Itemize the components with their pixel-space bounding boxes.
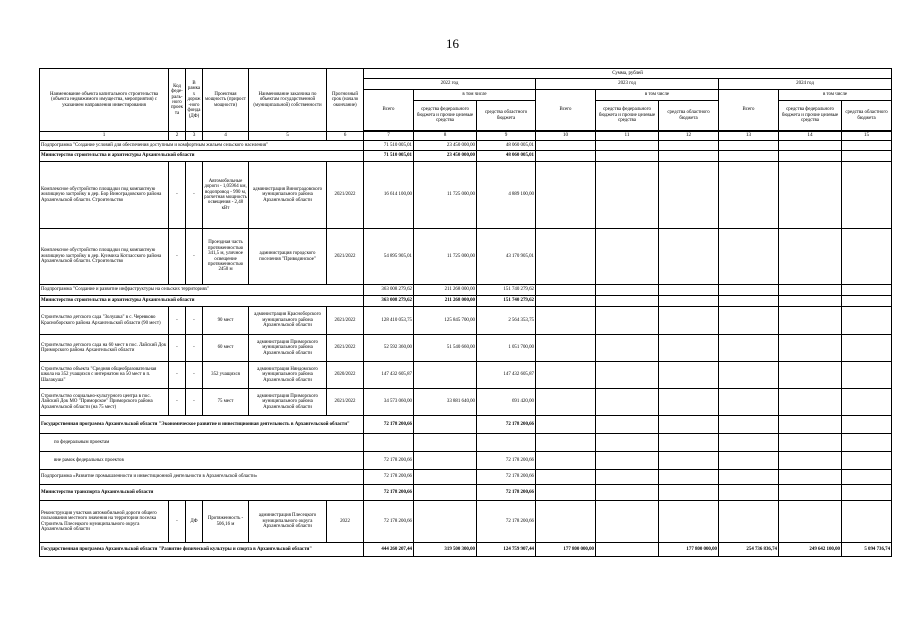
row-name: Строительство социально-культурного центра в пос. Лайский Док МО "Приморское" Приморского района Архангельской области (на 75 мест): [40, 389, 169, 416]
row-period: 2021/2022: [327, 335, 364, 362]
value-2022-federal: 319 500 300,00: [414, 543, 477, 557]
value-2022-regional: 48 060 005,01: [477, 141, 536, 151]
row-capacity: 60 мест: [203, 335, 249, 362]
value-2022-regional: 72 178 200,66: [477, 501, 536, 543]
row-name: Государственная программа Архангельской области "Развитие физической культуры и спорта в Архангельской области": [40, 543, 364, 557]
value-2022-total: 444 260 207,44: [364, 543, 414, 557]
table-row: [40, 151, 892, 162]
col-num-7: 7: [364, 132, 414, 141]
value-2022-total: 72 178 200,66: [364, 416, 414, 434]
value-2022-federal: [414, 434, 477, 452]
row-federal-code: -: [169, 162, 186, 229]
header-period: Прогнозный срок (начало окончание): [327, 69, 364, 132]
col-num-5: 5: [249, 132, 327, 141]
row-period: 2021/2022: [327, 307, 364, 335]
table-row: [40, 389, 892, 416]
row-capacity: Проездная часть протяженностью 341,5 м, уличное освещение протяженностью 2450 м: [203, 229, 249, 285]
header-object-name: Наименование объекта капитального строительства (объекта недвижимого имущества, мероприятия) с указанием направления инвестирования: [40, 69, 169, 132]
value-2022-federal: [414, 470, 477, 485]
value-2022-total: 16 614 100,00: [364, 162, 414, 229]
col-num-3: 3: [186, 132, 203, 141]
col-num-4: 4: [203, 132, 249, 141]
row-capacity: Автомобильные дороги - 1,05964 км, водопровод - 990 м, расчетная мощность освещения - 2,48 кВт: [203, 162, 249, 229]
value-2022-federal: 23 450 000,00: [414, 151, 477, 162]
table-row: [40, 141, 892, 151]
table-row: [40, 362, 892, 389]
value-2022-total: [364, 434, 414, 452]
value-2023-federal: [596, 543, 659, 557]
row-name: Министерство транспорта Архангельской области: [40, 485, 364, 501]
table-row: [40, 434, 892, 452]
value-2023-regional: 177 800 000,00: [659, 543, 719, 557]
header-design-capacity: Проектная мощность (прирост мощности): [203, 69, 249, 132]
column-numbers-row: [40, 132, 892, 141]
col-num-6: 6: [327, 132, 364, 141]
value-2022-regional: 4 889 100,00: [477, 162, 536, 229]
value-2022-total: 72 178 200,66: [364, 452, 414, 470]
header-total-2024: Всего: [719, 90, 779, 131]
table-row: [40, 296, 892, 307]
value-2022-regional: 43 170 905,01: [477, 229, 536, 285]
row-name: Строительство детского сада на 60 мест в пос. Лайский Док Приморского района Архангельской области: [40, 335, 169, 362]
row-road-fund: -: [186, 362, 203, 389]
header-sum: Сумма, рублей: [364, 69, 892, 79]
header-federal-2022: средства федерального бюджета и прочие целевые средства: [414, 101, 477, 131]
row-federal-code: -: [169, 389, 186, 416]
value-2022-total: 72 178 200,66: [364, 501, 414, 543]
table-row: [40, 162, 892, 229]
row-name: Государственная программа Архангельской области "Экономическое развитие и инвестиционная деятельность в Архангельской области": [40, 416, 364, 434]
value-2022-total: 34 573 060,00: [364, 389, 414, 416]
row-name: Подпрограмма "Создание условий для обеспечения доступным и комфортным жильем сельского населения": [40, 141, 364, 151]
value-2022-total: 71 510 005,01: [364, 151, 414, 162]
value-2022-federal: 11 725 000,00: [414, 229, 477, 285]
row-customer: администрация Красноборского муниципального района Архангельской области: [249, 307, 327, 335]
row-name: Министерство строительства и архитектуры Архангельской области: [40, 296, 364, 307]
header-road-fund: В рамках дорож-ного фонда (ДФ): [186, 69, 203, 132]
value-2022-regional: 2 564 353,75: [477, 307, 536, 335]
row-capacity: 75 мест: [203, 389, 249, 416]
value-2022-regional: 72 178 200,66: [477, 452, 536, 470]
row-name: Подпрограмма "Создание и развитие инфраструктуры на сельских территориях": [40, 285, 364, 296]
row-capacity: 90 мест: [203, 307, 249, 335]
value-2022-regional: 151 740 279,62: [477, 296, 536, 307]
row-period: 2021/2022: [327, 162, 364, 229]
table-row: [40, 229, 892, 285]
table-row: [40, 452, 892, 470]
col-num-8: 8: [414, 132, 477, 141]
row-road-fund: -: [186, 229, 203, 285]
value-2022-federal: 211 268 000,00: [414, 296, 477, 307]
table-row: [40, 307, 892, 335]
header-customer: Наименование заказчика по объектам государственной (муниципальной) собственности: [249, 69, 327, 132]
value-2022-regional: 48 060 005,01: [477, 151, 536, 162]
value-2022-total: 72 178 200,66: [364, 470, 414, 485]
col-num-12: 12: [659, 132, 719, 141]
row-capacity: 352 учащихся: [203, 362, 249, 389]
value-2022-total: 128 410 053,75: [364, 307, 414, 335]
col-num-10: 10: [536, 132, 596, 141]
value-2022-regional: 691 420,00: [477, 389, 536, 416]
row-federal-code: -: [169, 335, 186, 362]
row-name: по федеральным проектам: [40, 434, 364, 452]
value-2022-regional: 147 432 605,87: [477, 362, 536, 389]
value-2022-federal: 51 540 660,00: [414, 335, 477, 362]
col-num-2: 2: [169, 132, 186, 141]
row-customer: администрация Няндомского муниципального района Архангельской области: [249, 362, 327, 389]
row-road-fund: -: [186, 335, 203, 362]
value-2022-regional: 151 740 279,62: [477, 285, 536, 296]
header-regional-2023: средства областного бюджета: [659, 101, 719, 131]
value-2022-federal: [414, 485, 477, 501]
value-2022-federal: 211 268 000,00: [414, 285, 477, 296]
row-name: вне рамок федеральных проектов: [40, 452, 364, 470]
header-federal-2023: средства федерального бюджета и прочие целевые средства: [596, 101, 659, 131]
header-row-sum: [40, 69, 892, 79]
row-period: 2021/2022: [327, 229, 364, 285]
page-number: 16: [446, 36, 459, 51]
value-2022-total: 54 895 905,01: [364, 229, 414, 285]
table-row: [40, 285, 892, 296]
header-incl-2023: в том числе: [596, 90, 719, 101]
value-2022-regional: 72 178 200,66: [477, 485, 536, 501]
table-row: [40, 485, 892, 501]
value-2024-regional: 5 094 736,74: [842, 543, 892, 557]
value-2022-federal: 33 881 640,00: [414, 389, 477, 416]
header-federal-project-code: Код феде-раль-ного проекта: [169, 69, 186, 132]
value-2022-regional: 124 759 907,44: [477, 543, 536, 557]
header-year-2022: 2022 год: [364, 79, 536, 90]
row-federal-code: -: [169, 229, 186, 285]
col-num-13: 13: [719, 132, 779, 141]
col-num-11: 11: [596, 132, 659, 141]
value-2022-regional: 1 051 700,00: [477, 335, 536, 362]
value-2024-total: 254 736 836,74: [719, 543, 779, 557]
row-customer: администрация Приморского муниципального района Архангельской области: [249, 389, 327, 416]
row-federal-code: -: [169, 501, 186, 543]
value-2022-federal: [414, 416, 477, 434]
row-customer: администрация Приморского муниципального района Архангельской области: [249, 335, 327, 362]
value-2022-total: 363 008 279,62: [364, 285, 414, 296]
row-customer: администрация городского поселения "Приводинское": [249, 229, 327, 285]
value-2022-regional: 72 178 200,66: [477, 416, 536, 434]
value-2022-federal: 125 845 700,00: [414, 307, 477, 335]
header-federal-2024: средства федерального бюджета и прочие целевые средства: [779, 101, 842, 131]
row-period: 2022: [327, 501, 364, 543]
value-2022-federal: 23 450 000,00: [414, 141, 477, 151]
row-name: Комплексное обустройство площадки под компактную жилищную застройку в дер. Куимиха Котласского района Архангельской области. Строительство: [40, 229, 169, 285]
row-federal-code: -: [169, 307, 186, 335]
col-num-9: 9: [477, 132, 536, 141]
header-regional-2024: средства областного бюджета: [842, 101, 892, 131]
capital-construction-table: [39, 68, 892, 557]
header-total-2023: Всего: [536, 90, 596, 131]
value-2022-federal: [414, 362, 477, 389]
row-name: Реконструкция участков автомобильной дороги общего пользования местного значения на территории поселка Строитель Плесецкого муниципального округа Архангельской области: [40, 501, 169, 543]
col-num-15: 15: [842, 132, 892, 141]
row-road-fund: -: [186, 307, 203, 335]
value-2022-total: 363 008 279,62: [364, 296, 414, 307]
row-name: Строительство объекта "Средняя общеобразовательная школа на 352 учащихся с интернатом на 50 мест в п. Шалакуша": [40, 362, 169, 389]
table-row: [40, 470, 892, 485]
value-2022-regional: [477, 434, 536, 452]
value-2022-total: 52 592 360,00: [364, 335, 414, 362]
row-federal-code: -: [169, 362, 186, 389]
row-road-fund: -: [186, 162, 203, 229]
header-total-2022: Всего: [364, 90, 414, 131]
value-2023-total: 177 800 000,00: [536, 543, 596, 557]
row-name: Министерство строительства и архитектуры Архангельской области: [40, 151, 364, 162]
col-num-14: 14: [779, 132, 842, 141]
value-2024-federal: 249 642 100,00: [779, 543, 842, 557]
table-row: [40, 416, 892, 434]
value-2022-total: 147 432 605,87: [364, 362, 414, 389]
value-2022-total: 72 178 200,66: [364, 485, 414, 501]
value-2022-federal: [414, 501, 477, 543]
header-incl-2024: в том числе: [779, 90, 892, 101]
value-2022-federal: [414, 452, 477, 470]
header-year-2024: 2024 год: [719, 79, 892, 90]
row-customer: администрация Плесецкого муниципального округа Архангельской области: [249, 501, 327, 543]
value-2022-federal: 11 725 000,00: [414, 162, 477, 229]
row-name: Комплексное обустройство площадки под компактную жилищную застройку в дер. Бор Виноградовского района Архангельской области. Строительство: [40, 162, 169, 229]
row-customer: администрация Виноградовского муниципального района Архангельской области: [249, 162, 327, 229]
value-2022-regional: 72 178 200,66: [477, 470, 536, 485]
row-capacity: Протяженность - 506,16 м: [203, 501, 249, 543]
table-row: [40, 501, 892, 543]
header-regional-2022: средства областного бюджета: [477, 101, 536, 131]
row-name: Подпрограмма «Развитие промышленности и инвестиционной деятельности в Архангельской области»: [40, 470, 364, 485]
table-row: [40, 543, 892, 557]
row-period: 2021/2022: [327, 389, 364, 416]
row-period: 2020/2022: [327, 362, 364, 389]
header-year-2023: 2023 год: [536, 79, 719, 90]
row-road-fund: ДФ: [186, 501, 203, 543]
col-num-1: 1: [40, 132, 169, 141]
header-incl-2022: в том числе: [414, 90, 536, 101]
row-road-fund: -: [186, 389, 203, 416]
value-2022-total: 71 510 005,01: [364, 141, 414, 151]
table-row: [40, 335, 892, 362]
row-name: Строительство детского сада "Золушка" в с. Черевково Красноборского района Архангельской области (90 мест): [40, 307, 169, 335]
